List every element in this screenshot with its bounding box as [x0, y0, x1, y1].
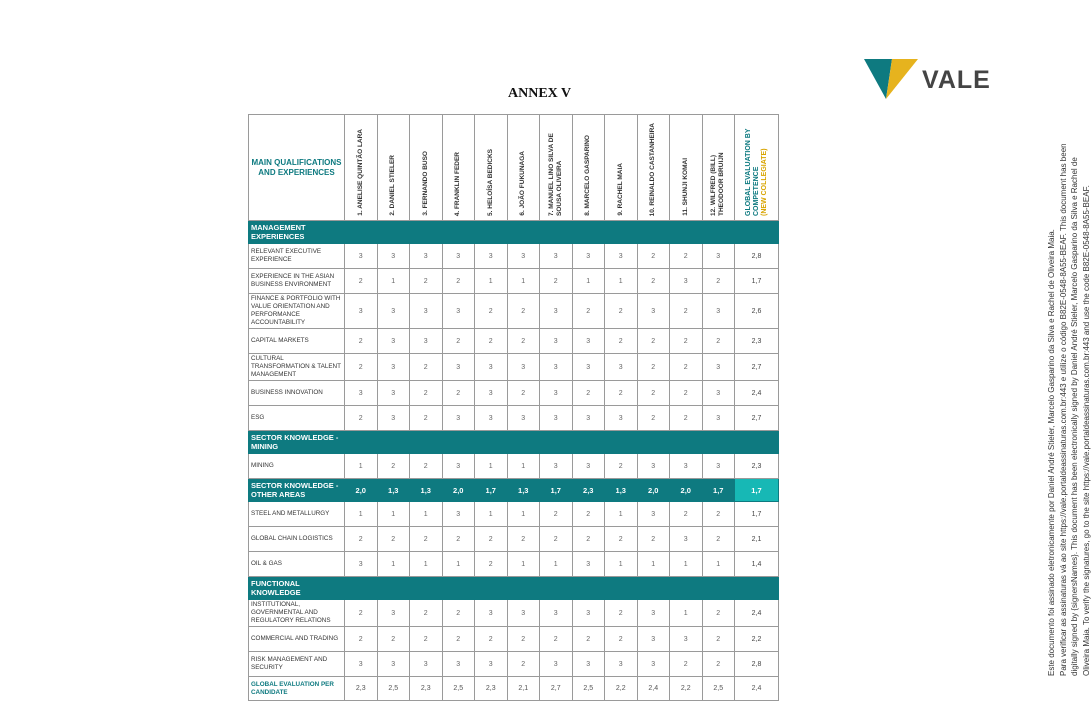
score-cell: 2 [410, 269, 443, 294]
table-row [249, 454, 779, 479]
criterion-label: RELEVANT EXECUTIVE EXPERIENCE [249, 244, 345, 269]
criterion-label: CAPITAL MARKETS [249, 329, 345, 354]
summary-score: 2,4 [637, 677, 670, 701]
candidate-header [572, 115, 605, 221]
score-cell: 3 [605, 406, 638, 431]
candidate-name: 10. REINALDO CASTANHEIRA [649, 122, 657, 216]
section-score: 1,3 [605, 479, 638, 502]
score-cell: 3 [377, 329, 410, 354]
score-cell: 2 [605, 600, 638, 627]
section-title: SECTOR KNOWLEDGE - OTHER AREAS [249, 479, 345, 502]
score-cell: 1 [345, 502, 378, 527]
score-cell: 3 [475, 652, 508, 677]
score-cell: 2 [637, 381, 670, 406]
section-score: 1,3 [377, 479, 410, 502]
table-row [249, 354, 779, 381]
table-row [249, 652, 779, 677]
score-cell: 1 [475, 454, 508, 479]
summary-label: GLOBAL EVALUATION PER CANDIDATE [249, 677, 345, 701]
summary-row [249, 677, 779, 701]
score-cell: 3 [637, 454, 670, 479]
score-cell: 3 [377, 381, 410, 406]
score-cell: 2 [475, 527, 508, 552]
score-cell: 3 [702, 354, 735, 381]
score-cell: 3 [377, 294, 410, 329]
summary-score: 2,3 [475, 677, 508, 701]
criterion-label: ESG [249, 406, 345, 431]
score-cell: 2 [410, 381, 443, 406]
global-score-cell: 2,2 [735, 627, 779, 652]
score-cell: 1 [442, 552, 475, 577]
score-cell: 2 [605, 527, 638, 552]
candidate-name: 1. ANELISE QUINTÃO LARA [356, 129, 364, 216]
score-cell: 2 [605, 381, 638, 406]
score-cell: 3 [670, 627, 703, 652]
score-cell: 2 [572, 502, 605, 527]
section-score: 2,0 [442, 479, 475, 502]
score-cell: 3 [702, 381, 735, 406]
score-cell: 2 [410, 406, 443, 431]
score-cell: 2 [345, 527, 378, 552]
global-header [735, 115, 779, 221]
section-header-row [249, 431, 779, 454]
score-cell: 2 [475, 627, 508, 652]
score-cell: 2 [410, 454, 443, 479]
score-cell: 3 [572, 354, 605, 381]
global-score-cell: 2,7 [735, 354, 779, 381]
score-cell: 2 [670, 652, 703, 677]
candidate-header [540, 115, 573, 221]
score-cell: 1 [507, 502, 540, 527]
candidate-header [345, 115, 378, 221]
score-cell: 1 [507, 269, 540, 294]
score-cell: 3 [377, 354, 410, 381]
page-title: ANNEX V [508, 86, 572, 101]
score-cell: 3 [345, 294, 378, 329]
score-cell: 2 [345, 354, 378, 381]
summary-score: 2,2 [670, 677, 703, 701]
score-cell: 3 [410, 329, 443, 354]
score-cell: 3 [702, 454, 735, 479]
score-cell: 2 [702, 627, 735, 652]
score-cell: 3 [507, 406, 540, 431]
score-cell: 3 [540, 454, 573, 479]
score-cell: 3 [572, 552, 605, 577]
summary-score: 2,2 [605, 677, 638, 701]
score-cell: 2 [540, 502, 573, 527]
candidate-name: 6. JOÃO FUKUNAGA [519, 151, 527, 216]
score-cell: 1 [702, 552, 735, 577]
global-score-cell: 2,7 [735, 406, 779, 431]
score-cell: 1 [637, 552, 670, 577]
score-cell: 2 [702, 527, 735, 552]
score-cell: 2 [670, 502, 703, 527]
score-cell: 3 [540, 354, 573, 381]
table-row [249, 244, 779, 269]
score-cell: 3 [637, 294, 670, 329]
score-cell: 2 [442, 269, 475, 294]
score-cell: 3 [540, 381, 573, 406]
score-cell: 1 [377, 552, 410, 577]
score-cell: 2 [540, 627, 573, 652]
score-cell: 3 [442, 652, 475, 677]
score-cell: 2 [605, 627, 638, 652]
global-score-cell: 2,3 [735, 329, 779, 354]
section-score: 1,7 [475, 479, 508, 502]
score-cell: 3 [702, 244, 735, 269]
section-fill [345, 577, 779, 600]
global-score-cell: 2,8 [735, 244, 779, 269]
score-cell: 3 [345, 652, 378, 677]
score-cell: 2 [540, 527, 573, 552]
score-cell: 3 [377, 600, 410, 627]
candidate-name: 3. FERNANDO BUSO [421, 151, 429, 216]
score-cell: 3 [507, 354, 540, 381]
score-cell: 3 [410, 294, 443, 329]
score-cell: 2 [410, 354, 443, 381]
score-cell: 3 [475, 244, 508, 269]
vale-logo-text: VALE [922, 66, 991, 94]
score-cell: 2 [410, 527, 443, 552]
section-score: 2,0 [345, 479, 378, 502]
score-cell: 1 [377, 269, 410, 294]
criterion-label: MINING [249, 454, 345, 479]
score-cell: 3 [507, 600, 540, 627]
score-cell: 2 [442, 527, 475, 552]
score-cell: 3 [410, 652, 443, 677]
candidate-name: 11. SHUNJI KOMAI [681, 158, 689, 216]
section-score: 2,0 [670, 479, 703, 502]
score-cell: 2 [410, 600, 443, 627]
section-fill [345, 221, 779, 244]
section-title: SECTOR KNOWLEDGE - MINING [249, 431, 345, 454]
score-cell: 1 [605, 269, 638, 294]
score-cell: 2 [345, 627, 378, 652]
section-header-row [249, 577, 779, 600]
section-score: 2,0 [637, 479, 670, 502]
score-cell: 3 [540, 244, 573, 269]
signature-line: Oliveira Maia. To verify the signatures, go to the site https://vale.portaldeassinaturas.com.br:443 and use the code B82E-0548-8A55-BEAF. [1081, 185, 1091, 676]
score-cell: 3 [377, 244, 410, 269]
global-score-cell: 1,4 [735, 552, 779, 577]
section-fill [345, 431, 779, 454]
score-cell: 2 [702, 329, 735, 354]
signature-line: digitally signed by {signersNames}. This document has been electronically signed by Daniel André Stieler, Marcelo Gasparino da Silva e Rachel de [1070, 157, 1079, 676]
score-cell: 3 [540, 329, 573, 354]
criterion-label: EXPERIENCE IN THE ASIAN BUSINESS ENVIRONMENT [249, 269, 345, 294]
section-score: 1,3 [507, 479, 540, 502]
score-cell: 3 [345, 244, 378, 269]
score-cell: 3 [475, 381, 508, 406]
section-title: FUNCTIONAL KNOWLEDGE [249, 577, 345, 600]
candidate-name: 2. DANIEL STIELER [389, 155, 397, 216]
score-cell: 2 [605, 294, 638, 329]
global-score-cell: 2,3 [735, 454, 779, 479]
score-cell: 3 [637, 627, 670, 652]
global-header-sub: (NEW COLLEGIATE) [760, 148, 768, 216]
score-cell: 3 [637, 502, 670, 527]
score-cell: 2 [637, 269, 670, 294]
score-cell: 3 [637, 600, 670, 627]
score-cell: 3 [572, 244, 605, 269]
candidate-name: 5. HELOÍSA BEDICKS [486, 149, 494, 216]
score-cell: 2 [605, 329, 638, 354]
score-cell: 2 [377, 527, 410, 552]
candidate-header [507, 115, 540, 221]
score-cell: 3 [442, 354, 475, 381]
signature-line: Para verificar as assinaturas vá ao site https://vale.portaldeassinaturas.com.br:443 e utilize o código B82E-0548-8A55-BEAF. This document has been [1058, 143, 1068, 676]
score-cell: 2 [442, 600, 475, 627]
summary-score: 2,7 [540, 677, 573, 701]
score-cell: 2 [702, 652, 735, 677]
score-cell: 2 [377, 627, 410, 652]
score-cell: 2 [670, 244, 703, 269]
score-cell: 3 [670, 269, 703, 294]
criterion-label: OIL & GAS [249, 552, 345, 577]
score-cell: 1 [507, 552, 540, 577]
summary-score: 2,5 [572, 677, 605, 701]
global-score-cell: 1,7 [735, 502, 779, 527]
global-score-cell: 2,8 [735, 652, 779, 677]
section-score: 2,3 [572, 479, 605, 502]
score-cell: 2 [507, 652, 540, 677]
table-row [249, 329, 779, 354]
signature-line: Este documento foi assinado eletronicamente por Daniel André Stieler, Marcelo Gasparino da Silva e Rachel de Oliveira Maia. [1047, 229, 1056, 676]
score-cell: 1 [605, 552, 638, 577]
score-cell: 2 [702, 502, 735, 527]
criterion-label: INSTITUTIONAL, GOVERNMENTAL AND REGULATORY RELATIONS [249, 600, 345, 627]
score-cell: 1 [605, 502, 638, 527]
score-cell: 3 [442, 454, 475, 479]
score-cell: 2 [507, 527, 540, 552]
score-cell: 2 [507, 627, 540, 652]
score-cell: 2 [540, 269, 573, 294]
criterion-label: FINANCE & PORTFOLIO WITH VALUE ORIENTATION AND PERFORMANCE ACCOUNTABILITY [249, 294, 345, 329]
candidate-header [377, 115, 410, 221]
score-cell: 3 [637, 652, 670, 677]
score-cell: 3 [540, 406, 573, 431]
criterion-label: GLOBAL CHAIN LOGISTICS [249, 527, 345, 552]
table-row [249, 600, 779, 627]
score-cell: 3 [475, 354, 508, 381]
section-title: MANAGEMENT EXPERIENCES [249, 221, 345, 244]
score-cell: 3 [572, 600, 605, 627]
score-cell: 2 [475, 329, 508, 354]
score-cell: 3 [345, 552, 378, 577]
table-row [249, 627, 779, 652]
summary-score: 2,5 [702, 677, 735, 701]
signature-notice [1046, 26, 1092, 676]
score-cell: 2 [345, 329, 378, 354]
score-cell: 2 [572, 294, 605, 329]
section-score: 1,3 [410, 479, 443, 502]
candidate-name: 7. MANUEL LINO SILVA DE SOUSA OLIVEIRA [547, 133, 563, 216]
score-cell: 3 [442, 294, 475, 329]
criterion-label: STEEL AND METALLURGY [249, 502, 345, 527]
score-cell: 3 [442, 502, 475, 527]
score-cell: 2 [442, 381, 475, 406]
score-cell: 2 [572, 381, 605, 406]
candidate-name: 12. WILFRED (BILL) THEODOOR BRUIJN [710, 152, 726, 216]
score-cell: 3 [442, 406, 475, 431]
evaluation-table [248, 114, 779, 701]
score-cell: 1 [475, 502, 508, 527]
score-cell: 3 [507, 244, 540, 269]
summary-global-score: 2,4 [735, 677, 779, 701]
section-header-row [249, 479, 779, 502]
score-cell: 3 [345, 381, 378, 406]
score-cell: 1 [475, 269, 508, 294]
table-row [249, 502, 779, 527]
score-cell: 2 [475, 552, 508, 577]
criterion-label: COMMERCIAL AND TRADING [249, 627, 345, 652]
score-cell: 2 [670, 294, 703, 329]
score-cell: 3 [572, 406, 605, 431]
score-cell: 2 [475, 294, 508, 329]
section-score: 1,7 [702, 479, 735, 502]
score-cell: 2 [345, 600, 378, 627]
summary-score: 2,5 [442, 677, 475, 701]
score-cell: 2 [442, 627, 475, 652]
table-row [249, 527, 779, 552]
global-header-text [745, 115, 769, 218]
score-cell: 3 [475, 406, 508, 431]
score-cell: 3 [377, 406, 410, 431]
score-cell: 1 [345, 454, 378, 479]
candidate-header [702, 115, 735, 221]
score-cell: 1 [507, 454, 540, 479]
score-cell: 3 [605, 354, 638, 381]
candidate-name: 9. RACHEL MAIA [616, 163, 624, 216]
global-score-cell: 2,4 [735, 381, 779, 406]
header-row [249, 115, 779, 221]
score-cell: 2 [670, 406, 703, 431]
score-cell: 3 [475, 600, 508, 627]
score-cell: 1 [410, 552, 443, 577]
table-row [249, 294, 779, 329]
score-cell: 3 [572, 454, 605, 479]
score-cell: 2 [605, 454, 638, 479]
score-cell: 2 [572, 627, 605, 652]
score-cell: 2 [670, 354, 703, 381]
candidate-name: 8. MARCELO GASPARINO [584, 135, 592, 216]
candidate-header [670, 115, 703, 221]
section-score: 1,7 [540, 479, 573, 502]
candidate-header [442, 115, 475, 221]
score-cell: 3 [670, 454, 703, 479]
score-cell: 3 [540, 652, 573, 677]
score-cell: 3 [540, 294, 573, 329]
score-cell: 3 [572, 329, 605, 354]
score-cell: 2 [670, 381, 703, 406]
candidate-header [637, 115, 670, 221]
summary-score: 2,3 [410, 677, 443, 701]
score-cell: 2 [345, 269, 378, 294]
score-cell: 1 [670, 600, 703, 627]
score-cell: 2 [670, 329, 703, 354]
score-cell: 1 [670, 552, 703, 577]
score-cell: 2 [377, 454, 410, 479]
candidate-header [605, 115, 638, 221]
score-cell: 3 [605, 244, 638, 269]
global-score-cell: 2,4 [735, 600, 779, 627]
score-cell: 2 [345, 406, 378, 431]
criterion-label: RISK MANAGEMENT AND SECURITY [249, 652, 345, 677]
table-row [249, 552, 779, 577]
score-cell: 2 [572, 527, 605, 552]
global-score-cell: 1,7 [735, 269, 779, 294]
candidate-header [410, 115, 443, 221]
score-cell: 2 [637, 527, 670, 552]
summary-score: 2,3 [345, 677, 378, 701]
score-cell: 3 [605, 652, 638, 677]
global-header-main: GLOBAL EVALUATION BY COMPETENCE [744, 128, 760, 216]
score-cell: 1 [377, 502, 410, 527]
score-cell: 2 [702, 600, 735, 627]
candidate-header [475, 115, 508, 221]
summary-score: 2,5 [377, 677, 410, 701]
score-cell: 2 [637, 354, 670, 381]
score-cell: 3 [702, 406, 735, 431]
score-cell: 2 [507, 294, 540, 329]
table-row [249, 406, 779, 431]
summary-score: 2,1 [507, 677, 540, 701]
score-cell: 2 [637, 329, 670, 354]
score-cell: 3 [702, 294, 735, 329]
table-row [249, 381, 779, 406]
global-score-cell: 2,6 [735, 294, 779, 329]
score-cell: 3 [540, 600, 573, 627]
score-cell: 1 [572, 269, 605, 294]
score-cell: 2 [637, 406, 670, 431]
table-corner-label: MAIN QUALIFICATIONS AND EXPERIENCES [249, 115, 345, 221]
criterion-label: BUSINESS INNOVATION [249, 381, 345, 406]
criterion-label: CULTURAL TRANSFORMATION & TALENT MANAGEMENT [249, 354, 345, 381]
section-header-row [249, 221, 779, 244]
score-cell: 3 [377, 652, 410, 677]
candidate-name: 4. FRANKLIN FEDER [454, 151, 462, 216]
global-score-cell: 2,1 [735, 527, 779, 552]
score-cell: 1 [410, 502, 443, 527]
score-cell: 1 [540, 552, 573, 577]
score-cell: 2 [507, 329, 540, 354]
score-cell: 2 [702, 269, 735, 294]
table-row [249, 269, 779, 294]
score-cell: 2 [442, 329, 475, 354]
section-global-score: 1,7 [735, 479, 779, 502]
score-cell: 2 [410, 627, 443, 652]
score-cell: 2 [507, 381, 540, 406]
score-cell: 3 [442, 244, 475, 269]
score-cell: 3 [572, 652, 605, 677]
score-cell: 3 [410, 244, 443, 269]
score-cell: 3 [670, 527, 703, 552]
score-cell: 2 [637, 244, 670, 269]
